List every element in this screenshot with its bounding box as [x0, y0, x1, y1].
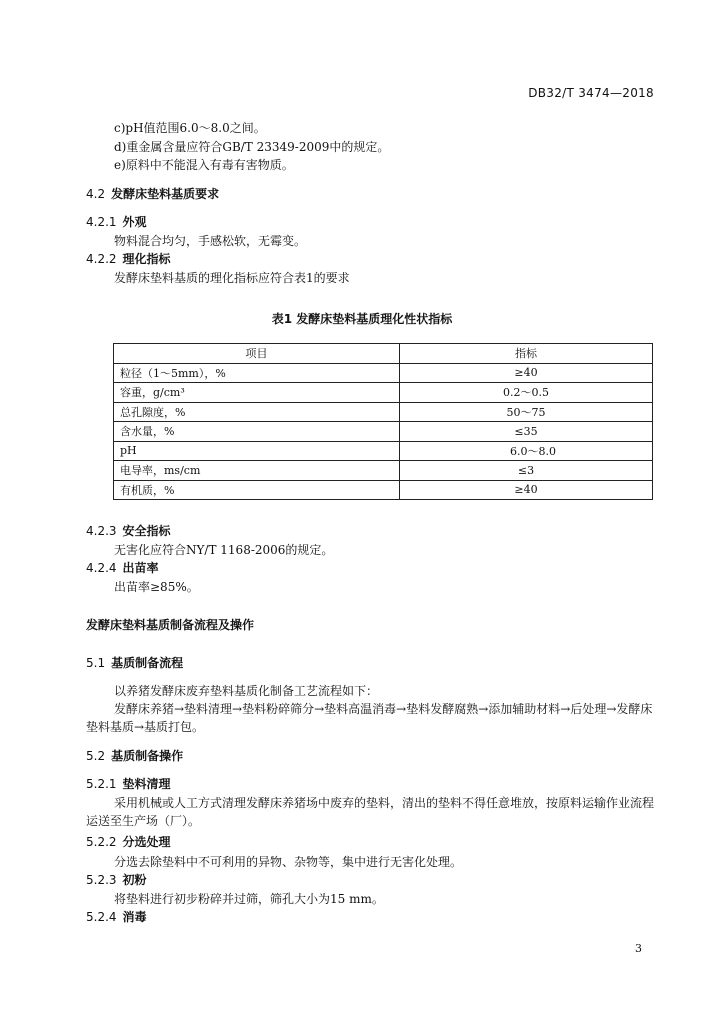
section-title: 外观	[122, 215, 147, 229]
section-title: 分选处理	[122, 835, 171, 849]
section-number: 5.2.1	[86, 777, 117, 791]
section-number: 5.2	[86, 749, 106, 763]
page-number: 3	[635, 942, 642, 955]
column-header-item: 项目	[114, 344, 400, 364]
table-cell-item: 总孔隙度，%	[114, 402, 400, 422]
section-5-2-2-heading	[86, 835, 171, 850]
section-number: 4.2.1	[86, 215, 117, 229]
section-4-2-heading	[86, 187, 219, 202]
table-cell-value: ≥40	[400, 480, 653, 500]
chapter-title: 发酵床垫料基质制备流程及操作	[86, 618, 255, 632]
table-row	[114, 363, 653, 383]
table-cell-value: 0.2～0.5	[400, 383, 653, 403]
list-item-d: d)重金属含量应符合GB/T 23349-2009中的规定。	[114, 140, 390, 154]
table-cell-item: 有机质，%	[114, 480, 400, 500]
table-cell-item: 电导率，ms/cm	[114, 461, 400, 481]
section-4-2-3-body: 无害化应符合NY/T 1168-2006的规定。	[114, 543, 334, 557]
section-number: 4.2.4	[86, 561, 117, 575]
table-cell-value: ≤35	[400, 422, 653, 442]
properties-table	[113, 343, 653, 500]
section-title: 基质制备流程	[111, 656, 184, 670]
section-4-2-1-body: 物料混合均匀，手感松软，无霉变。	[114, 234, 307, 248]
section-5-1-heading	[86, 656, 183, 671]
section-5-1-flow: 发酵床养猪→垫料清理→垫料粉碎筛分→垫料高温消毒→垫料发酵腐熟→添加辅助材料→后处理→发酵床垫料基质→基质打包。	[86, 702, 653, 734]
chapter-5-heading	[86, 618, 254, 633]
section-5-2-3-body: 将垫料进行初步粉碎并过筛，筛孔大小为15 mm。	[114, 892, 384, 906]
table-row	[114, 461, 653, 481]
table-header-row	[114, 344, 653, 364]
section-title: 安全指标	[122, 524, 171, 538]
section-title: 垫料清理	[122, 777, 171, 791]
section-number: 4.2.3	[86, 524, 117, 538]
section-4-2-2-body: 发酵床垫料基质的理化指标应符合表1的要求	[114, 271, 350, 285]
section-5-2-4-heading	[86, 910, 147, 925]
section-number: 5.2.3	[86, 873, 117, 887]
section-5-2-heading	[86, 749, 183, 764]
section-title: 基质制备操作	[111, 749, 184, 763]
table-cell-value: 6.0～8.0	[400, 441, 653, 461]
table-cell-item: 容重，g/cm³	[114, 383, 400, 403]
column-header-indicator: 指标	[400, 344, 653, 364]
table-row	[114, 402, 653, 422]
table-cell-value: ≥40	[400, 363, 653, 383]
list-item-c: c)pH值范围6.0～8.0之间。	[114, 121, 266, 135]
section-4-2-4-body: 出苗率≥85%。	[114, 580, 199, 594]
section-5-1-intro: 以养猪发酵床废弃垫料基质化制备工艺流程如下：	[114, 684, 379, 698]
section-title: 理化指标	[122, 252, 171, 266]
table-caption: 表1 发酵床垫料基质理化性状指标	[271, 312, 453, 326]
list-item-e: e)原料中不能混入有毒有害物质。	[114, 158, 294, 172]
section-number: 5.2.4	[86, 910, 117, 924]
table-cell-item: pH	[114, 441, 400, 461]
section-title: 发酵床垫料基质要求	[111, 187, 220, 201]
section-5-2-3-heading	[86, 873, 147, 888]
table-row	[114, 422, 653, 442]
section-4-2-3-heading	[86, 524, 171, 539]
section-4-2-4-heading	[86, 561, 159, 576]
section-number: 5.2.2	[86, 835, 117, 849]
standard-code: DB32/T 3474—2018	[528, 86, 654, 100]
section-number: 5.1	[86, 656, 106, 670]
section-title: 消毒	[122, 910, 147, 924]
section-title: 初粉	[122, 873, 147, 887]
table-cell-value: 50～75	[400, 402, 653, 422]
table-cell-value: ≤3	[400, 461, 653, 481]
table-row	[114, 441, 653, 461]
section-5-2-2-body: 分选去除垫料中不可利用的异物、杂物等，集中进行无害化处理。	[114, 855, 463, 869]
section-4-2-1-heading	[86, 215, 147, 230]
section-5-2-1-heading	[86, 777, 171, 792]
table-cell-item: 含水量，%	[114, 422, 400, 442]
section-5-2-1-body: 采用机械或人工方式清理发酵床养猪场中废弃的垫料，清出的垫料不得任意堆放，按原料运输作业流程运送至生产场（厂）。	[86, 796, 655, 828]
section-title: 出苗率	[122, 561, 159, 575]
table-row	[114, 480, 653, 500]
section-4-2-2-heading	[86, 252, 171, 267]
table-cell-item: 粒径（1～5mm），%	[114, 363, 400, 383]
section-number: 4.2.2	[86, 252, 117, 266]
table-row	[114, 383, 653, 403]
section-number: 4.2	[86, 187, 106, 201]
